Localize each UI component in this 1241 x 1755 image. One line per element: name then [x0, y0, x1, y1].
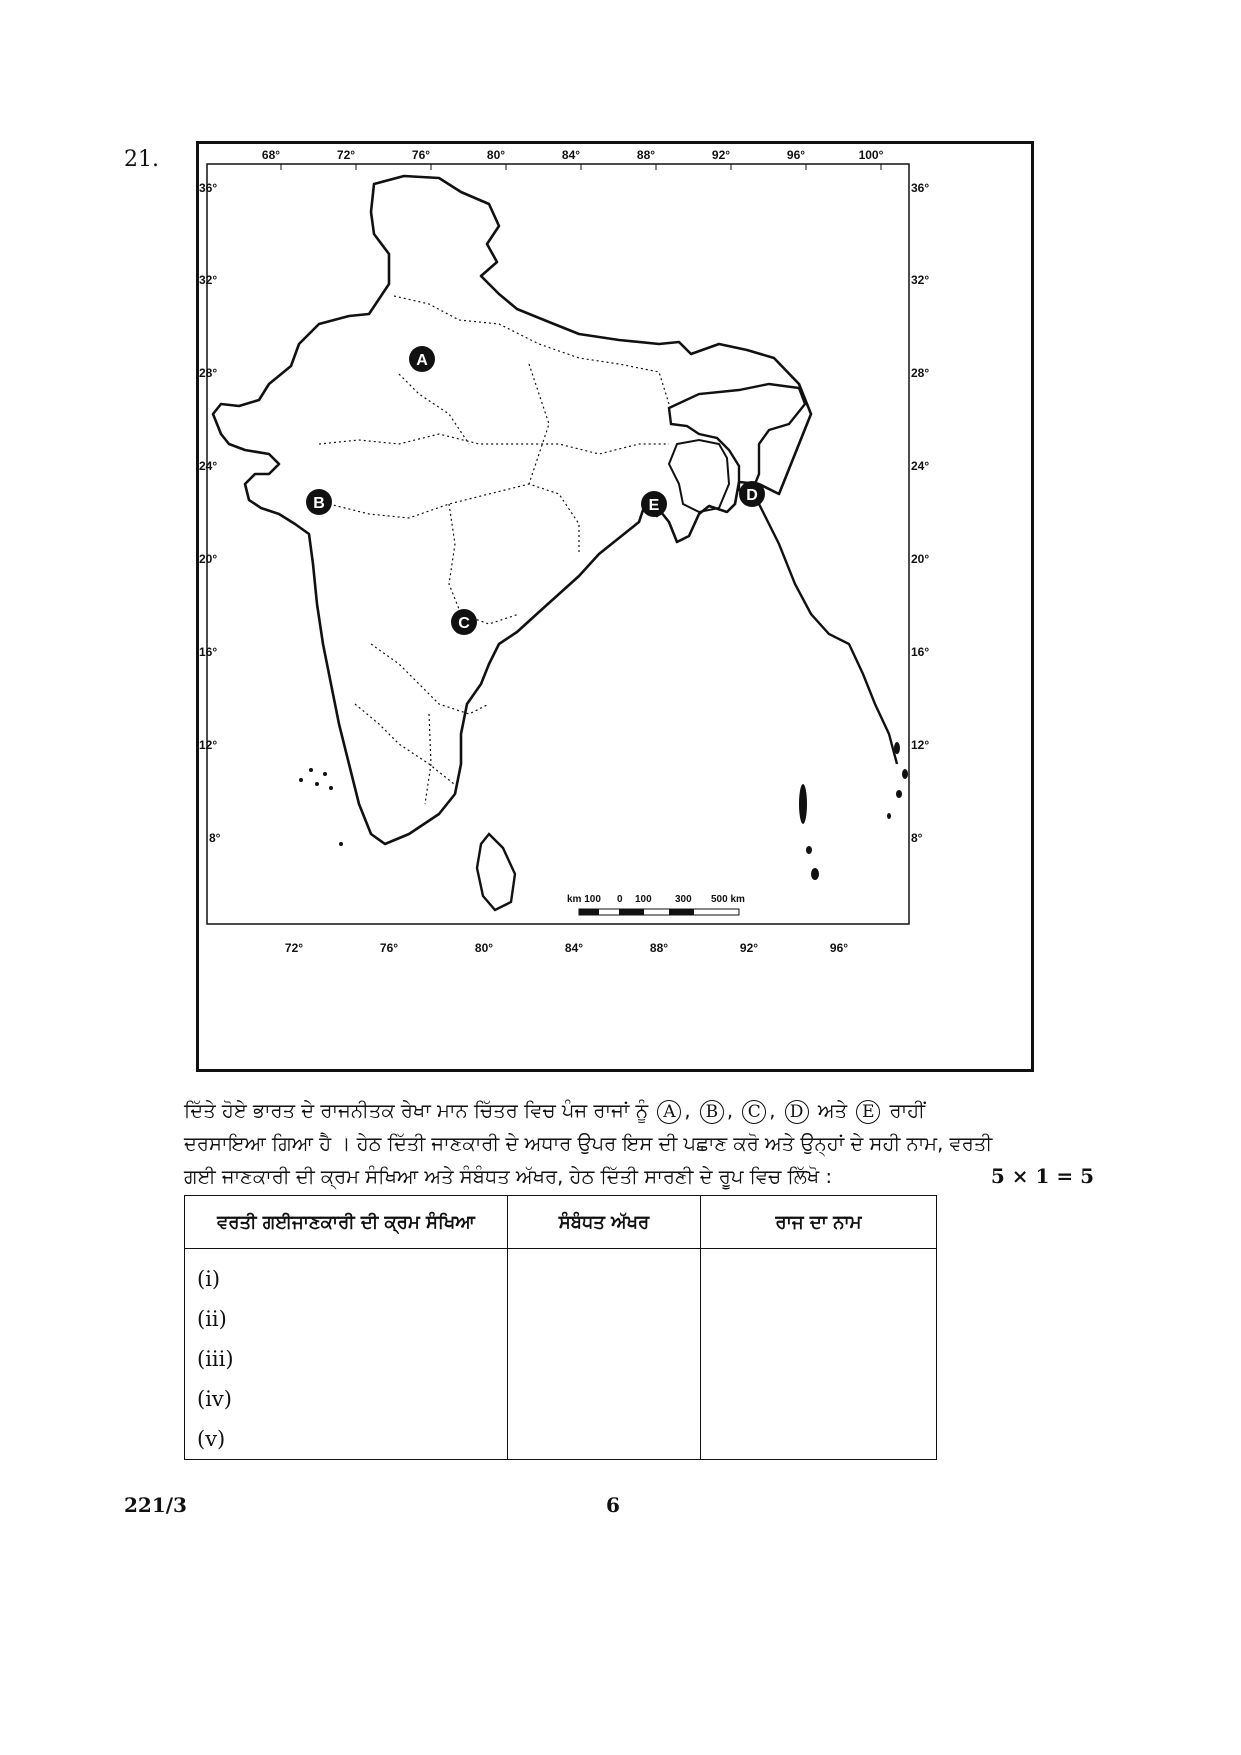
marks: 5 × 1 = 5 [990, 1164, 1094, 1188]
marker-d-label: D [746, 487, 758, 504]
right-lat-label: 8° [911, 831, 923, 845]
circled-letter-e: E [856, 1100, 880, 1124]
instruction-line-3: ਗਈ ਜਾਣਕਾਰੀ ਦੀ ਕ੍ਰਮ ਸੰਖਿਆ ਅਤੇ ਸੰਬੰਧਤ ਅੱਖਰ, ਹੇਠ ਦਿੱਤੀ ਸਾਰਣੀ ਦੇ ਰੂਪ ਵਿਚ ਲਿੱਖੋ : 5 × 1 = 5 [184, 1160, 1094, 1193]
top-lon-label: 100° [858, 148, 884, 162]
letter-cell[interactable] [508, 1249, 701, 1460]
top-lon-label: 68° [261, 148, 281, 162]
left-lat-label: 20° [199, 552, 218, 566]
state-name-cell[interactable] [701, 1249, 937, 1460]
top-lon-label: 72° [336, 148, 356, 162]
map-svg [199, 144, 1031, 1069]
top-lon-label: 92° [711, 148, 731, 162]
scale-label: 500 km [711, 894, 745, 905]
row-label: (iv) [197, 1387, 232, 1411]
marker-e [641, 491, 667, 517]
bottom-lon-label: 84° [564, 941, 584, 955]
scale-label: 300 [675, 894, 692, 905]
instruction-text [184, 1094, 1094, 1193]
row-label: (ii) [197, 1307, 227, 1331]
left-lat-label: 8° [209, 831, 221, 845]
marker-d [739, 481, 765, 507]
serial-cell [185, 1249, 508, 1460]
marker-c-label: C [458, 615, 470, 632]
top-lon-label: 84° [561, 148, 581, 162]
circled-letter-d: D [785, 1100, 809, 1124]
top-lon-label: 88° [636, 148, 656, 162]
circled-letter-b: B [700, 1100, 724, 1124]
left-lat-label: 16° [199, 645, 218, 659]
circled-letter-c: C [742, 1100, 766, 1124]
right-lat-label: 36° [911, 181, 930, 195]
instruction-line-2: ਦਰਸਾਇਆ ਗਿਆ ਹੈ । ਹੇਠ ਦਿੱਤੀ ਜਾਣਕਾਰੀ ਦੇ ਅਧਾਰ ਉਪਰ ਇਸ ਦੀ ਪਛਾਣ ਕਰੋ ਅਤੇ ਉਨ੍ਹਾਂ ਦੇ ਸਹੀ ਨਾਮ, ਵਰਤੀ [184, 1132, 993, 1155]
right-lat-label: 24° [911, 459, 930, 473]
right-lat-label: 16° [911, 645, 930, 659]
right-lat-label: 28° [911, 366, 930, 380]
marker-e-label: E [648, 497, 660, 514]
marker-c [451, 609, 477, 635]
instruction-line-1: ਦਿੱਤੇ ਹੋਏ ਭਾਰਤ ਦੇ ਰਾਜਨੀਤਕ ਰੇਖਾ ਮਾਨ ਚਿੱਤਰ ਵਿਚ ਪੰਜ ਰਾਜਾਂ ਨੂੰ A , B , C , D ਅਤੇ E ਰਾਹੀਂ [184, 1099, 926, 1122]
left-lat-label: 32° [199, 273, 218, 287]
left-lat-label: 12° [199, 738, 218, 752]
row-label: (i) [197, 1267, 221, 1291]
marker-b [306, 489, 332, 515]
header-state-name: ਰਾਜ ਦਾ ਨਾਮ [701, 1196, 937, 1249]
bottom-lon-label: 88° [649, 941, 669, 955]
page-number: 6 [606, 1493, 620, 1517]
andaman-islands [799, 742, 908, 880]
india-outline [213, 176, 811, 844]
marker-a [409, 346, 435, 372]
scale-label: 0 [617, 894, 623, 905]
bottom-lon-label: 92° [739, 941, 759, 955]
india-political-map [196, 141, 1034, 1072]
left-lat-label: 36° [199, 181, 218, 195]
paper-code: 221/3 [124, 1493, 187, 1517]
marker-a-label: A [416, 352, 428, 369]
bottom-lon-label: 96° [829, 941, 849, 955]
scale-label: 100 [635, 894, 652, 905]
scale-bar [579, 909, 739, 915]
marker-b-label: B [313, 495, 325, 512]
header-letter: ਸੰਬੰਧਤ ਅੱਖਰ [508, 1196, 701, 1249]
question-number: 21. [124, 147, 159, 172]
left-lat-label: 24° [199, 459, 218, 473]
row-label: (v) [197, 1427, 226, 1451]
top-lon-label: 96° [786, 148, 806, 162]
right-lat-label: 20° [911, 552, 930, 566]
right-lat-label: 32° [911, 273, 930, 287]
right-lat-label: 12° [911, 738, 930, 752]
scale-label: km 100 [567, 894, 601, 905]
circled-letter-a: A [657, 1100, 681, 1124]
bottom-lon-label: 80° [474, 941, 494, 955]
row-label: (iii) [197, 1347, 234, 1371]
answer-table [184, 1195, 937, 1460]
bottom-lon-label: 72° [284, 941, 304, 955]
top-lon-label: 76° [411, 148, 431, 162]
bottom-lon-label: 76° [379, 941, 399, 955]
header-serial-number: ਵਰਤੀ ਗਈਜਾਣਕਾਰੀ ਦੀ ਕ੍ਰਮ ਸੰਖਿਆ [185, 1196, 508, 1249]
left-lat-label: 28° [199, 366, 218, 380]
sri-lanka-outline [477, 834, 515, 910]
top-lon-label: 80° [486, 148, 506, 162]
